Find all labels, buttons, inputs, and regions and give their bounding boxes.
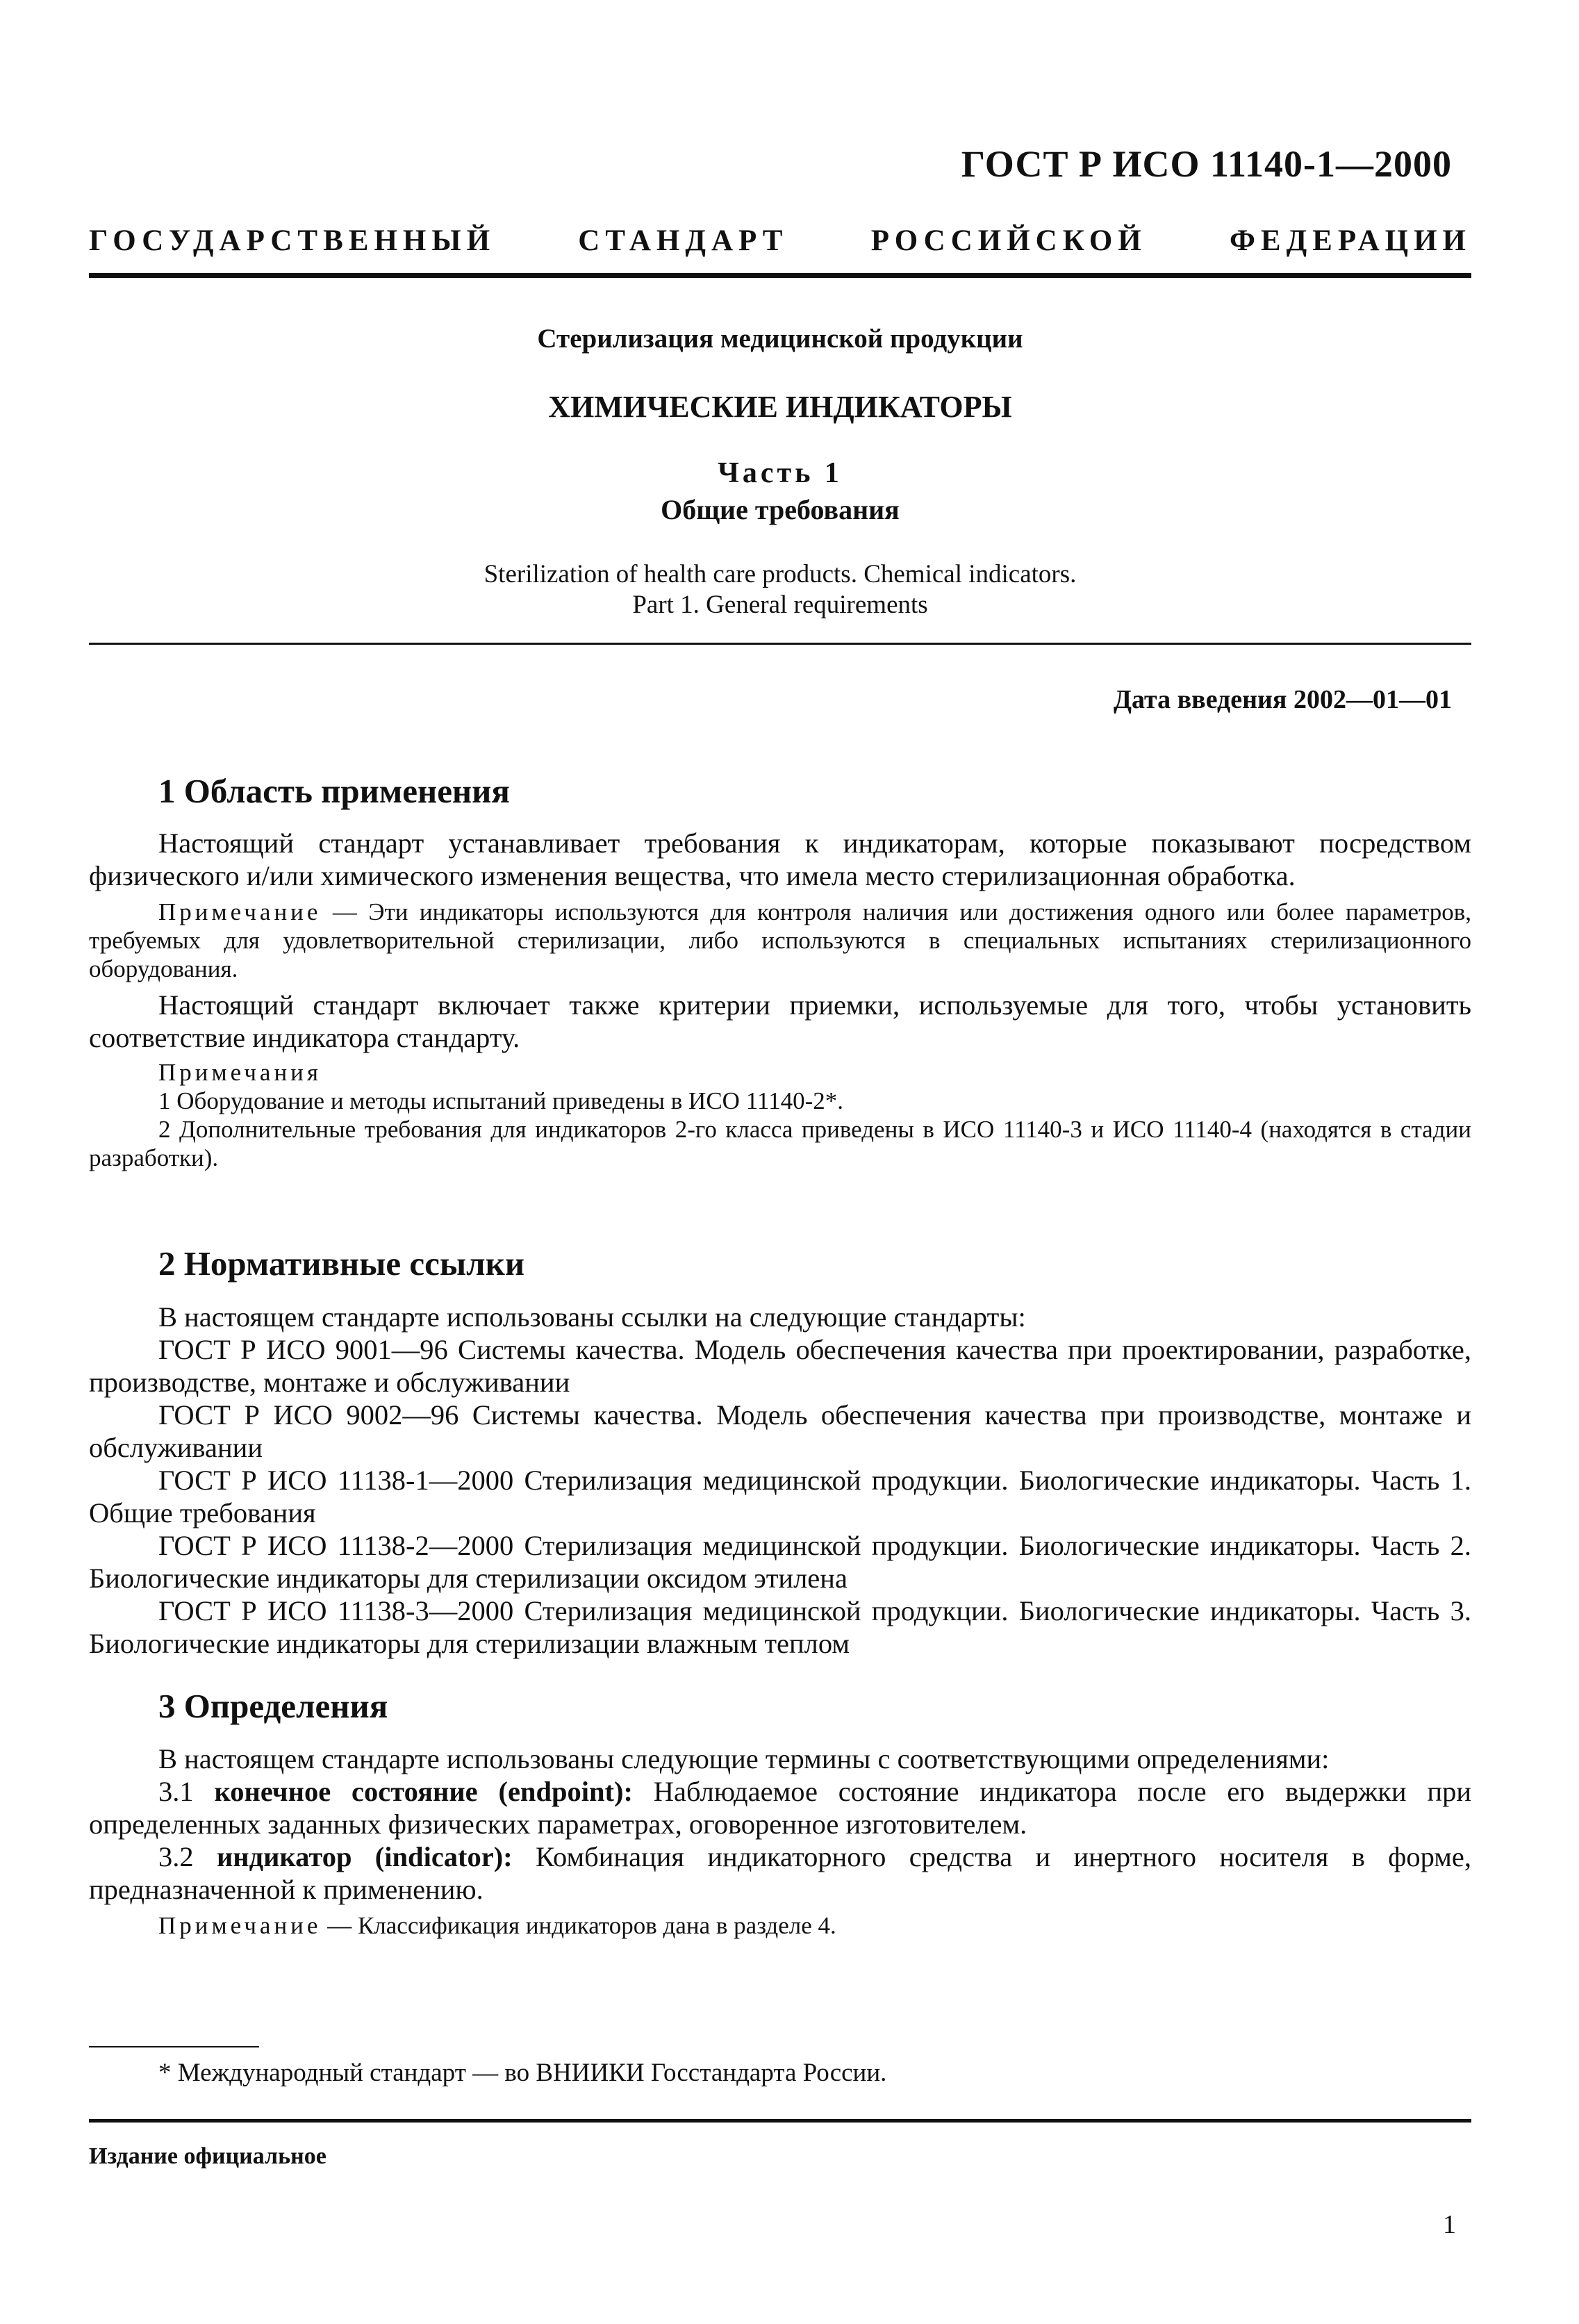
footnote: * Международный стандарт — во ВНИИКИ Госстандарта России. bbox=[158, 2059, 887, 2087]
part-label: Часть 1 bbox=[718, 457, 843, 489]
scope-note bbox=[89, 898, 1471, 983]
note-text: — Эти индикаторы используются для контроля наличия или достижения одного или более параметров, требуемых для удовлетворительной стерилизации, либо используются в специальных испытаниях стерилизационного оборудования. bbox=[89, 898, 1471, 982]
definition-endpoint bbox=[89, 1775, 1471, 1840]
state-standard-title: ГОСУДАРСТВЕННЫЙ СТАНДАРТ РОССИЙСКОЙ ФЕДЕРАЦИИ bbox=[89, 224, 1471, 257]
english-title-line2: Part 1. General requirements bbox=[632, 591, 928, 619]
scope-note-1: 1 Оборудование и методы испытаний приведены в ИСО 11140-2*. bbox=[158, 1087, 844, 1114]
definition-term: индикатор (indicator): bbox=[216, 1841, 513, 1872]
edition-label: Издание официальное bbox=[89, 2143, 326, 2169]
reference-item: ГОСТ Р ИСО 9001—96 Системы качества. Модель обеспечения качества при проектировании, разработке, производстве, монтаже и обслуживании bbox=[89, 1334, 1471, 1398]
reference-item: ГОСТ Р ИСО 11138-3—2000 Стерилизация медицинской продукции. Биологические индикаторы. Часть 3. Биологические индикаторы для стерилизации влажным теплом bbox=[89, 1595, 1471, 1659]
section-heading-references: 2 Нормативные ссылки bbox=[158, 1244, 525, 1283]
english-title bbox=[89, 559, 1471, 620]
scope-paragraph: Настоящий стандарт устанавливает требования к индикаторам, которые показывают посредством физического и/или химического изменения вещества, что имела место стерилизационная обработка. bbox=[89, 827, 1471, 891]
references-intro: В настоящем стандарте использованы ссылки на следующие стандарты: bbox=[158, 1301, 1026, 1333]
note-label: Примечание bbox=[158, 898, 322, 925]
part-name: Общие требования bbox=[661, 494, 900, 525]
footnote-rule bbox=[89, 2046, 259, 2047]
reference-item: ГОСТ Р ИСО 11138-1—2000 Стерилизация медицинской продукции. Биологические индикаторы. Часть 1. Общие требования bbox=[89, 1465, 1471, 1528]
definition-indicator bbox=[89, 1840, 1471, 1906]
reference-item: ГОСТ Р ИСО 11138-2—2000 Стерилизация медицинской продукции. Биологические индикаторы. Часть 2. Биологические индикаторы для стерилизации оксидом этилена bbox=[89, 1530, 1471, 1594]
page-number: 1 bbox=[1443, 2210, 1456, 2239]
english-title-line1: Sterilization of health care products. Chemical indicators. bbox=[483, 560, 1077, 588]
scope-paragraph-2: Настоящий стандарт включает также критерии приемки, используемые для того, чтобы установить соответствие индикатора стандарту. bbox=[89, 989, 1471, 1053]
note-label: Примечание bbox=[158, 1912, 322, 1939]
definitions-note bbox=[89, 1911, 1471, 1940]
section-references-body bbox=[89, 1301, 1471, 1660]
footer-rule bbox=[89, 2119, 1471, 2123]
document-title: ХИМИЧЕСКИЕ ИНДИКАТОРЫ bbox=[548, 390, 1012, 424]
effective-date: Дата введения 2002—01—01 bbox=[1113, 685, 1452, 714]
section-heading-scope: 1 Область применения bbox=[158, 772, 510, 810]
note-text: — Классификация индикаторов дана в разделе 4. bbox=[321, 1912, 836, 1939]
notes-label: Примечания bbox=[158, 1059, 322, 1086]
title-rule bbox=[89, 643, 1471, 645]
header-rule bbox=[89, 273, 1471, 278]
definition-text: Комбинация индикаторного средства и инертного носителя в форме, предназначенной к применению. bbox=[89, 1841, 1471, 1905]
scope-note-2: 2 Дополнительные требования для индикаторов 2-го класса приведены в ИСО 11140-3 и ИСО 11140-4 (находятся в стадии разработки). bbox=[89, 1116, 1471, 1171]
document-page bbox=[89, 0, 1471, 2324]
section-scope-body bbox=[89, 827, 1471, 1172]
document-subtitle: Стерилизация медицинской продукции bbox=[537, 324, 1023, 354]
section-heading-definitions: 3 Определения bbox=[158, 1687, 388, 1725]
definitions-intro: В настоящем стандарте использованы следующие термины с соответствующими определениями: bbox=[158, 1743, 1330, 1774]
document-code: ГОСТ Р ИСО 11140-1—2000 bbox=[961, 143, 1452, 185]
definition-text: Наблюдаемое состояние индикатора после его выдержки при определенных заданных физических параметрах, оговоренное изготовителем. bbox=[89, 1776, 1471, 1840]
definition-term: конечное состояние (endpoint): bbox=[214, 1776, 633, 1807]
definition-number: 3.1 bbox=[158, 1776, 194, 1807]
section-definitions-body bbox=[89, 1742, 1471, 1940]
definition-number: 3.2 bbox=[158, 1841, 194, 1872]
reference-item: ГОСТ Р ИСО 9002—96 Системы качества. Модель обеспечения качества при производстве, монтаже и обслуживании bbox=[89, 1399, 1471, 1463]
